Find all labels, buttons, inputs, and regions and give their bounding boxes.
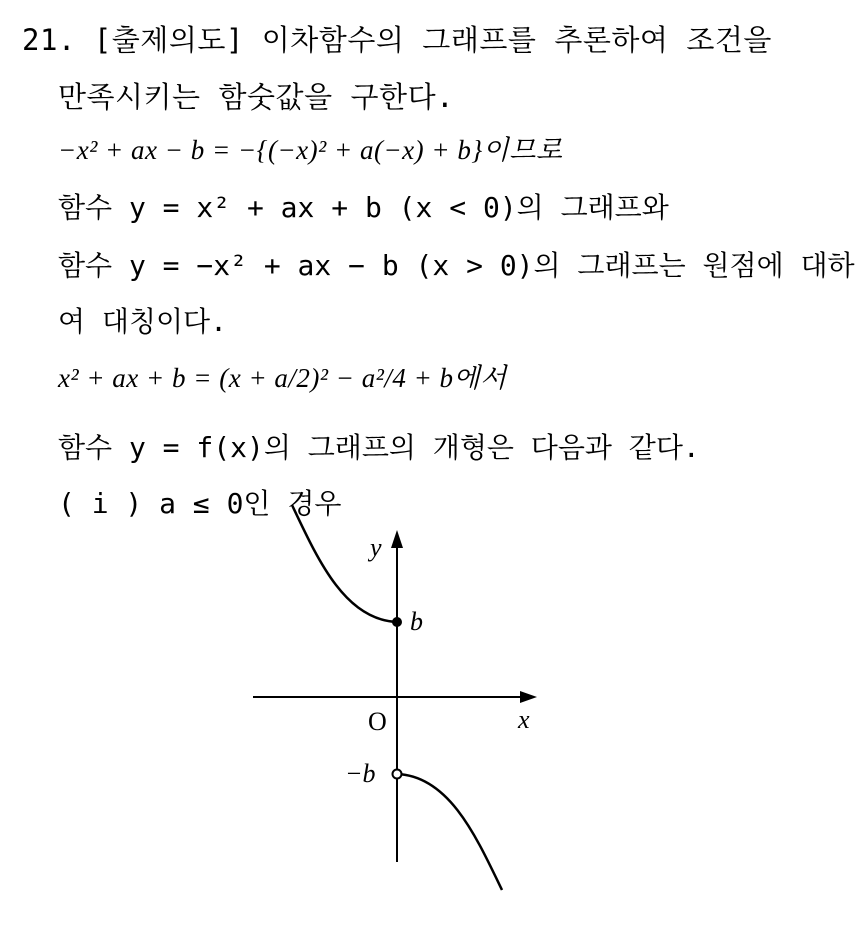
solution-line-6: 함수 y = f(x)의 그래프의 개형은 다음과 같다. bbox=[58, 431, 700, 464]
origin-label: O bbox=[368, 707, 387, 736]
problem-title-line-1: 21. [출제의도] 이차함수의 그래프를 추론하여 조건을 bbox=[22, 23, 772, 57]
solution-line-5: x² + ax + b = (x + a/2)² − a²/4 + b에서 bbox=[58, 363, 507, 393]
closed-point-b bbox=[392, 617, 402, 627]
solution-line-3: 함수 y = −x² + ax − b (x > 0)의 그래프는 원점에 대하 bbox=[58, 249, 855, 282]
neg-b-label: −b bbox=[345, 759, 376, 788]
b-label: b bbox=[410, 607, 423, 636]
solution-line-7: ( i ) a ≤ 0인 경우 bbox=[58, 487, 342, 520]
open-point-neg-b bbox=[393, 770, 402, 779]
x-axis-label: x bbox=[518, 705, 530, 734]
solution-line-1: −x² + ax − b = −{(−x)² + a(−x) + b}이므로 bbox=[58, 135, 563, 165]
left-parabola-branch bbox=[292, 505, 397, 622]
y-axis-arrowhead bbox=[391, 530, 403, 548]
y-axis-label: y bbox=[370, 533, 382, 562]
right-parabola-branch bbox=[397, 774, 502, 890]
solution-line-2: 함수 y = x² + ax + b (x < 0)의 그래프와 bbox=[58, 191, 669, 224]
solution-line-4: 여 대칭이다. bbox=[58, 305, 227, 338]
problem-title-line-2: 만족시키는 함숫값을 구한다. bbox=[58, 80, 455, 114]
x-axis-arrowhead bbox=[520, 691, 537, 703]
